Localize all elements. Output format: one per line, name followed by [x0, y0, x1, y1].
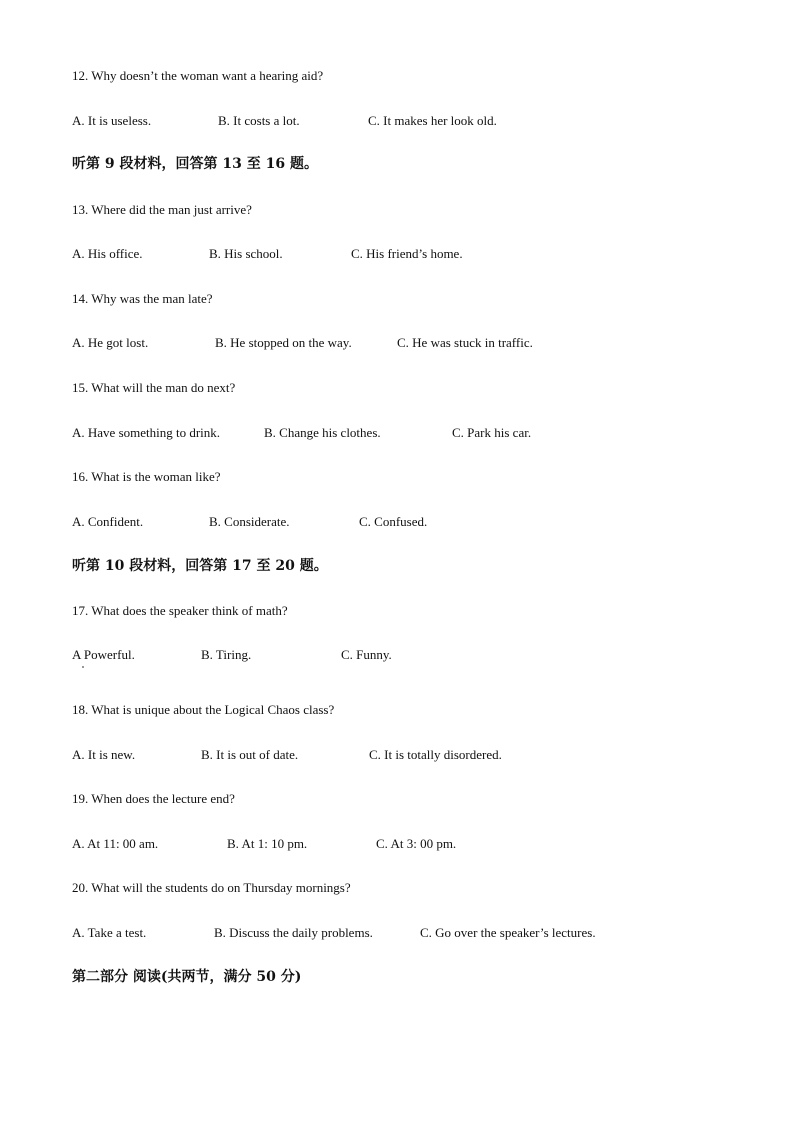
- q12-option-c: C. It makes her look old.: [368, 113, 497, 128]
- question-13: 13. Where did the man just arrive?: [72, 202, 252, 217]
- q19-option-b: B. At 1: 10 pm.: [227, 836, 308, 851]
- q17-option-a: A Powerful.: [72, 647, 135, 662]
- q12-option-a: A. It is useless.: [72, 113, 152, 128]
- q15-option-b: B. Change his clothes.: [264, 425, 381, 440]
- q17-option-b: B. Tiring.: [201, 647, 252, 662]
- q19-option-c: C. At 3: 00 pm.: [376, 836, 457, 851]
- q16-option-a: A. Confident.: [72, 514, 144, 529]
- question-19: 19. When does the lecture end?: [72, 791, 235, 806]
- q12-option-b: B. It costs a lot.: [218, 113, 300, 128]
- question-17: 17. What does the speaker think of math?: [72, 603, 288, 618]
- q18-option-b: B. It is out of date.: [201, 747, 299, 762]
- q13-option-a: A. His office.: [72, 246, 143, 261]
- q14-option-b: B. He stopped on the way.: [215, 335, 352, 350]
- section-10-heading: 听第 10 段材料，回答第 17 至 20 题。: [72, 558, 328, 574]
- q15-option-a: A. Have something to drink.: [72, 425, 221, 440]
- part-two-heading: 第二部分 阅读(共两节，满分 50 分): [72, 969, 302, 985]
- question-12: 12. Why doesn’t the woman want a hearing aid?: [72, 68, 324, 83]
- q18-option-a: A. It is new.: [72, 747, 136, 762]
- question-20: 20. What will the students do on Thursday mornings?: [72, 880, 351, 895]
- q20-option-c: C. Go over the speaker’s lectures.: [420, 925, 596, 940]
- question-15: 15. What will the man do next?: [72, 380, 236, 395]
- q14-option-a: A. He got lost.: [72, 335, 149, 350]
- q20-option-b: B. Discuss the daily problems.: [214, 925, 373, 940]
- q16-option-b: B. Considerate.: [209, 514, 290, 529]
- q15-option-c: C. Park his car.: [452, 425, 532, 440]
- question-16: 16. What is the woman like?: [72, 469, 221, 484]
- question-14: 14. Why was the man late?: [72, 291, 213, 306]
- q17-option-c: C. Funny.: [341, 647, 392, 662]
- q16-option-c: C. Confused.: [359, 514, 428, 529]
- q19-option-a: A. At 11: 00 am.: [72, 836, 159, 851]
- q13-option-c: C. His friend’s home.: [351, 246, 463, 261]
- q18-option-c: C. It is totally disordered.: [369, 747, 502, 762]
- stray-dot: [82, 666, 84, 668]
- q14-option-c: C. He was stuck in traffic.: [397, 335, 533, 350]
- q13-option-b: B. His school.: [209, 246, 283, 261]
- section-9-heading: 听第 9 段材料，回答第 13 至 16 题。: [72, 156, 318, 172]
- question-18: 18. What is unique about the Logical Chaos class?: [72, 702, 335, 717]
- q20-option-a: A. Take a test.: [72, 925, 147, 940]
